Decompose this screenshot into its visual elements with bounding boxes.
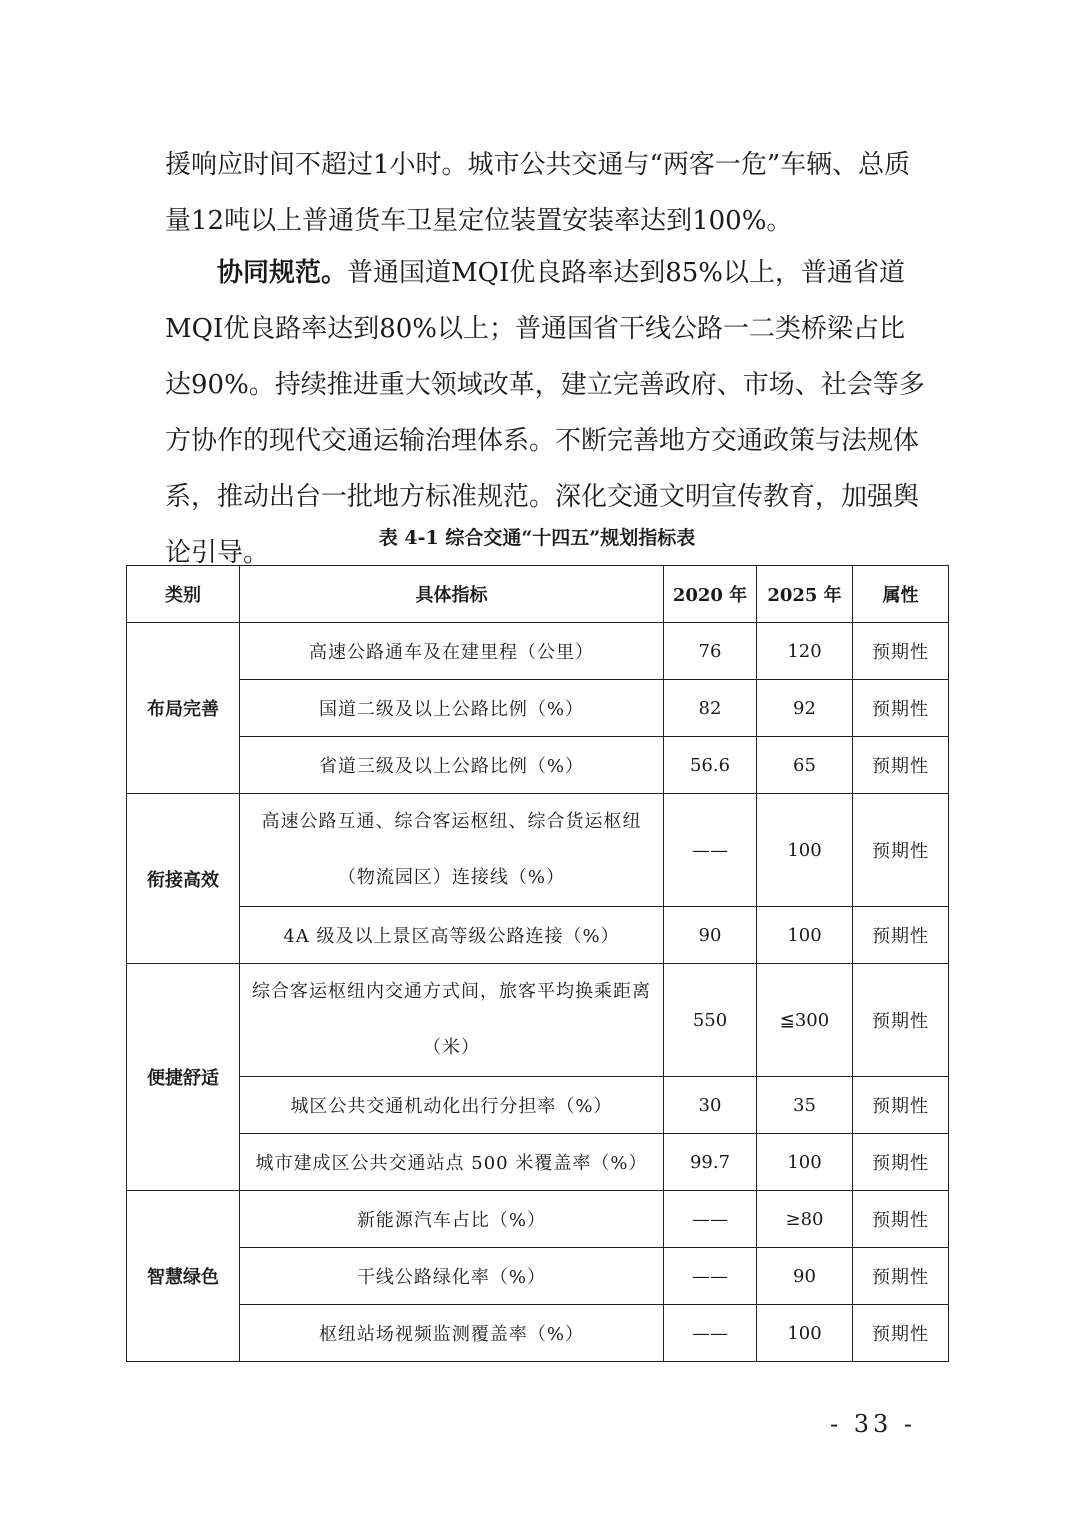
value-2025-cell: ≦300	[757, 964, 853, 1077]
metric-cell: 枢纽站场视频监测覆盖率（%）	[240, 1305, 664, 1362]
category-cell: 便捷舒适	[127, 964, 240, 1191]
table-row	[127, 1305, 949, 1362]
value-2025-cell: 100	[757, 907, 853, 964]
value-2025-cell: ≥80	[757, 1191, 853, 1248]
metric-cell: 高速公路互通、综合客运枢纽、综合货运枢纽（物流园区）连接线（%）	[240, 794, 664, 907]
category-cell: 衔接高效	[127, 794, 240, 964]
attribute-cell: 预期性	[853, 737, 949, 794]
category-cell: 布局完善	[127, 623, 240, 794]
paragraph-1	[165, 137, 925, 249]
value-2020-cell: ——	[664, 1248, 757, 1305]
value-2020-cell: 90	[664, 907, 757, 964]
value-2020-cell: ——	[664, 1191, 757, 1248]
table-row	[127, 680, 949, 737]
table-row	[127, 623, 949, 680]
metric-cell: 国道二级及以上公路比例（%）	[240, 680, 664, 737]
value-2025-cell: 120	[757, 623, 853, 680]
attribute-cell: 预期性	[853, 1305, 949, 1362]
value-2020-cell: 56.6	[664, 737, 757, 794]
header-category: 类别	[127, 566, 240, 623]
metric-cell: 城市建成区公共交通站点 500 米覆盖率（%）	[240, 1134, 664, 1191]
table-row	[127, 1191, 949, 1248]
attribute-cell: 预期性	[853, 1134, 949, 1191]
attribute-cell: 预期性	[853, 680, 949, 737]
value-2020-cell: ——	[664, 794, 757, 907]
header-metric: 具体指标	[240, 566, 664, 623]
table-row	[127, 907, 949, 964]
metric-cell: 省道三级及以上公路比例（%）	[240, 737, 664, 794]
value-2020-cell: ——	[664, 1305, 757, 1362]
table-caption: 表 4-1 综合交通“十四五”规划指标表	[378, 527, 696, 549]
metric-cell: 高速公路通车及在建里程（公里）	[240, 623, 664, 680]
value-2025-cell: 100	[757, 1134, 853, 1191]
attribute-cell: 预期性	[853, 1191, 949, 1248]
value-2020-cell: 550	[664, 964, 757, 1077]
paragraph-2-lead: 协同规范。	[217, 258, 348, 288]
indicator-table	[126, 565, 949, 1362]
table-row	[127, 964, 949, 1077]
value-2025-cell: 65	[757, 737, 853, 794]
attribute-cell: 预期性	[853, 1248, 949, 1305]
table-header-row	[127, 566, 949, 623]
value-2020-cell: 76	[664, 623, 757, 680]
attribute-cell: 预期性	[853, 907, 949, 964]
metric-cell: 新能源汽车占比（%）	[240, 1191, 664, 1248]
value-2025-cell: 100	[757, 794, 853, 907]
table-row	[127, 1248, 949, 1305]
metric-cell: 干线公路绿化率（%）	[240, 1248, 664, 1305]
value-2025-cell: 92	[757, 680, 853, 737]
value-2025-cell: 35	[757, 1077, 853, 1134]
table-row	[127, 1077, 949, 1134]
table-row	[127, 1134, 949, 1191]
category-cell: 智慧绿色	[127, 1191, 240, 1362]
value-2020-cell: 82	[664, 680, 757, 737]
attribute-cell: 预期性	[853, 1077, 949, 1134]
page-number: - 33 -	[830, 1410, 917, 1438]
table-row	[127, 737, 949, 794]
header-2025: 2025 年	[757, 566, 853, 623]
paragraph-2-text: 普通国道MQI优良路率达到85%以上，普通省道MQI优良路率达到80%以上；普通国省干线公路一二类桥梁占比达90%。持续推进重大领域改革，建立完善政府、市场、社会等多方协作的现代交通运输治理体系。不断完善地方交通政策与法规体系，推动出台一批地方标准规范。深化交通文明宣传教育，加强舆论引导。	[165, 258, 925, 568]
attribute-cell: 预期性	[853, 623, 949, 680]
value-2025-cell: 100	[757, 1305, 853, 1362]
header-attribute: 属性	[853, 566, 949, 623]
paragraph-1-text: 援响应时间不超过1小时。城市公共交通与“两客一危”车辆、总质量12吨以上普通货车卫星定位装置安装率达到100%。	[165, 150, 911, 236]
table-row	[127, 794, 949, 907]
value-2020-cell: 99.7	[664, 1134, 757, 1191]
header-2020: 2020 年	[664, 566, 757, 623]
metric-cell: 综合客运枢纽内交通方式间，旅客平均换乘距离（米）	[240, 964, 664, 1077]
metric-cell: 城区公共交通机动化出行分担率（%）	[240, 1077, 664, 1134]
attribute-cell: 预期性	[853, 794, 949, 907]
value-2020-cell: 30	[664, 1077, 757, 1134]
value-2025-cell: 90	[757, 1248, 853, 1305]
attribute-cell: 预期性	[853, 964, 949, 1077]
metric-cell: 4A 级及以上景区高等级公路连接（%）	[240, 907, 664, 964]
